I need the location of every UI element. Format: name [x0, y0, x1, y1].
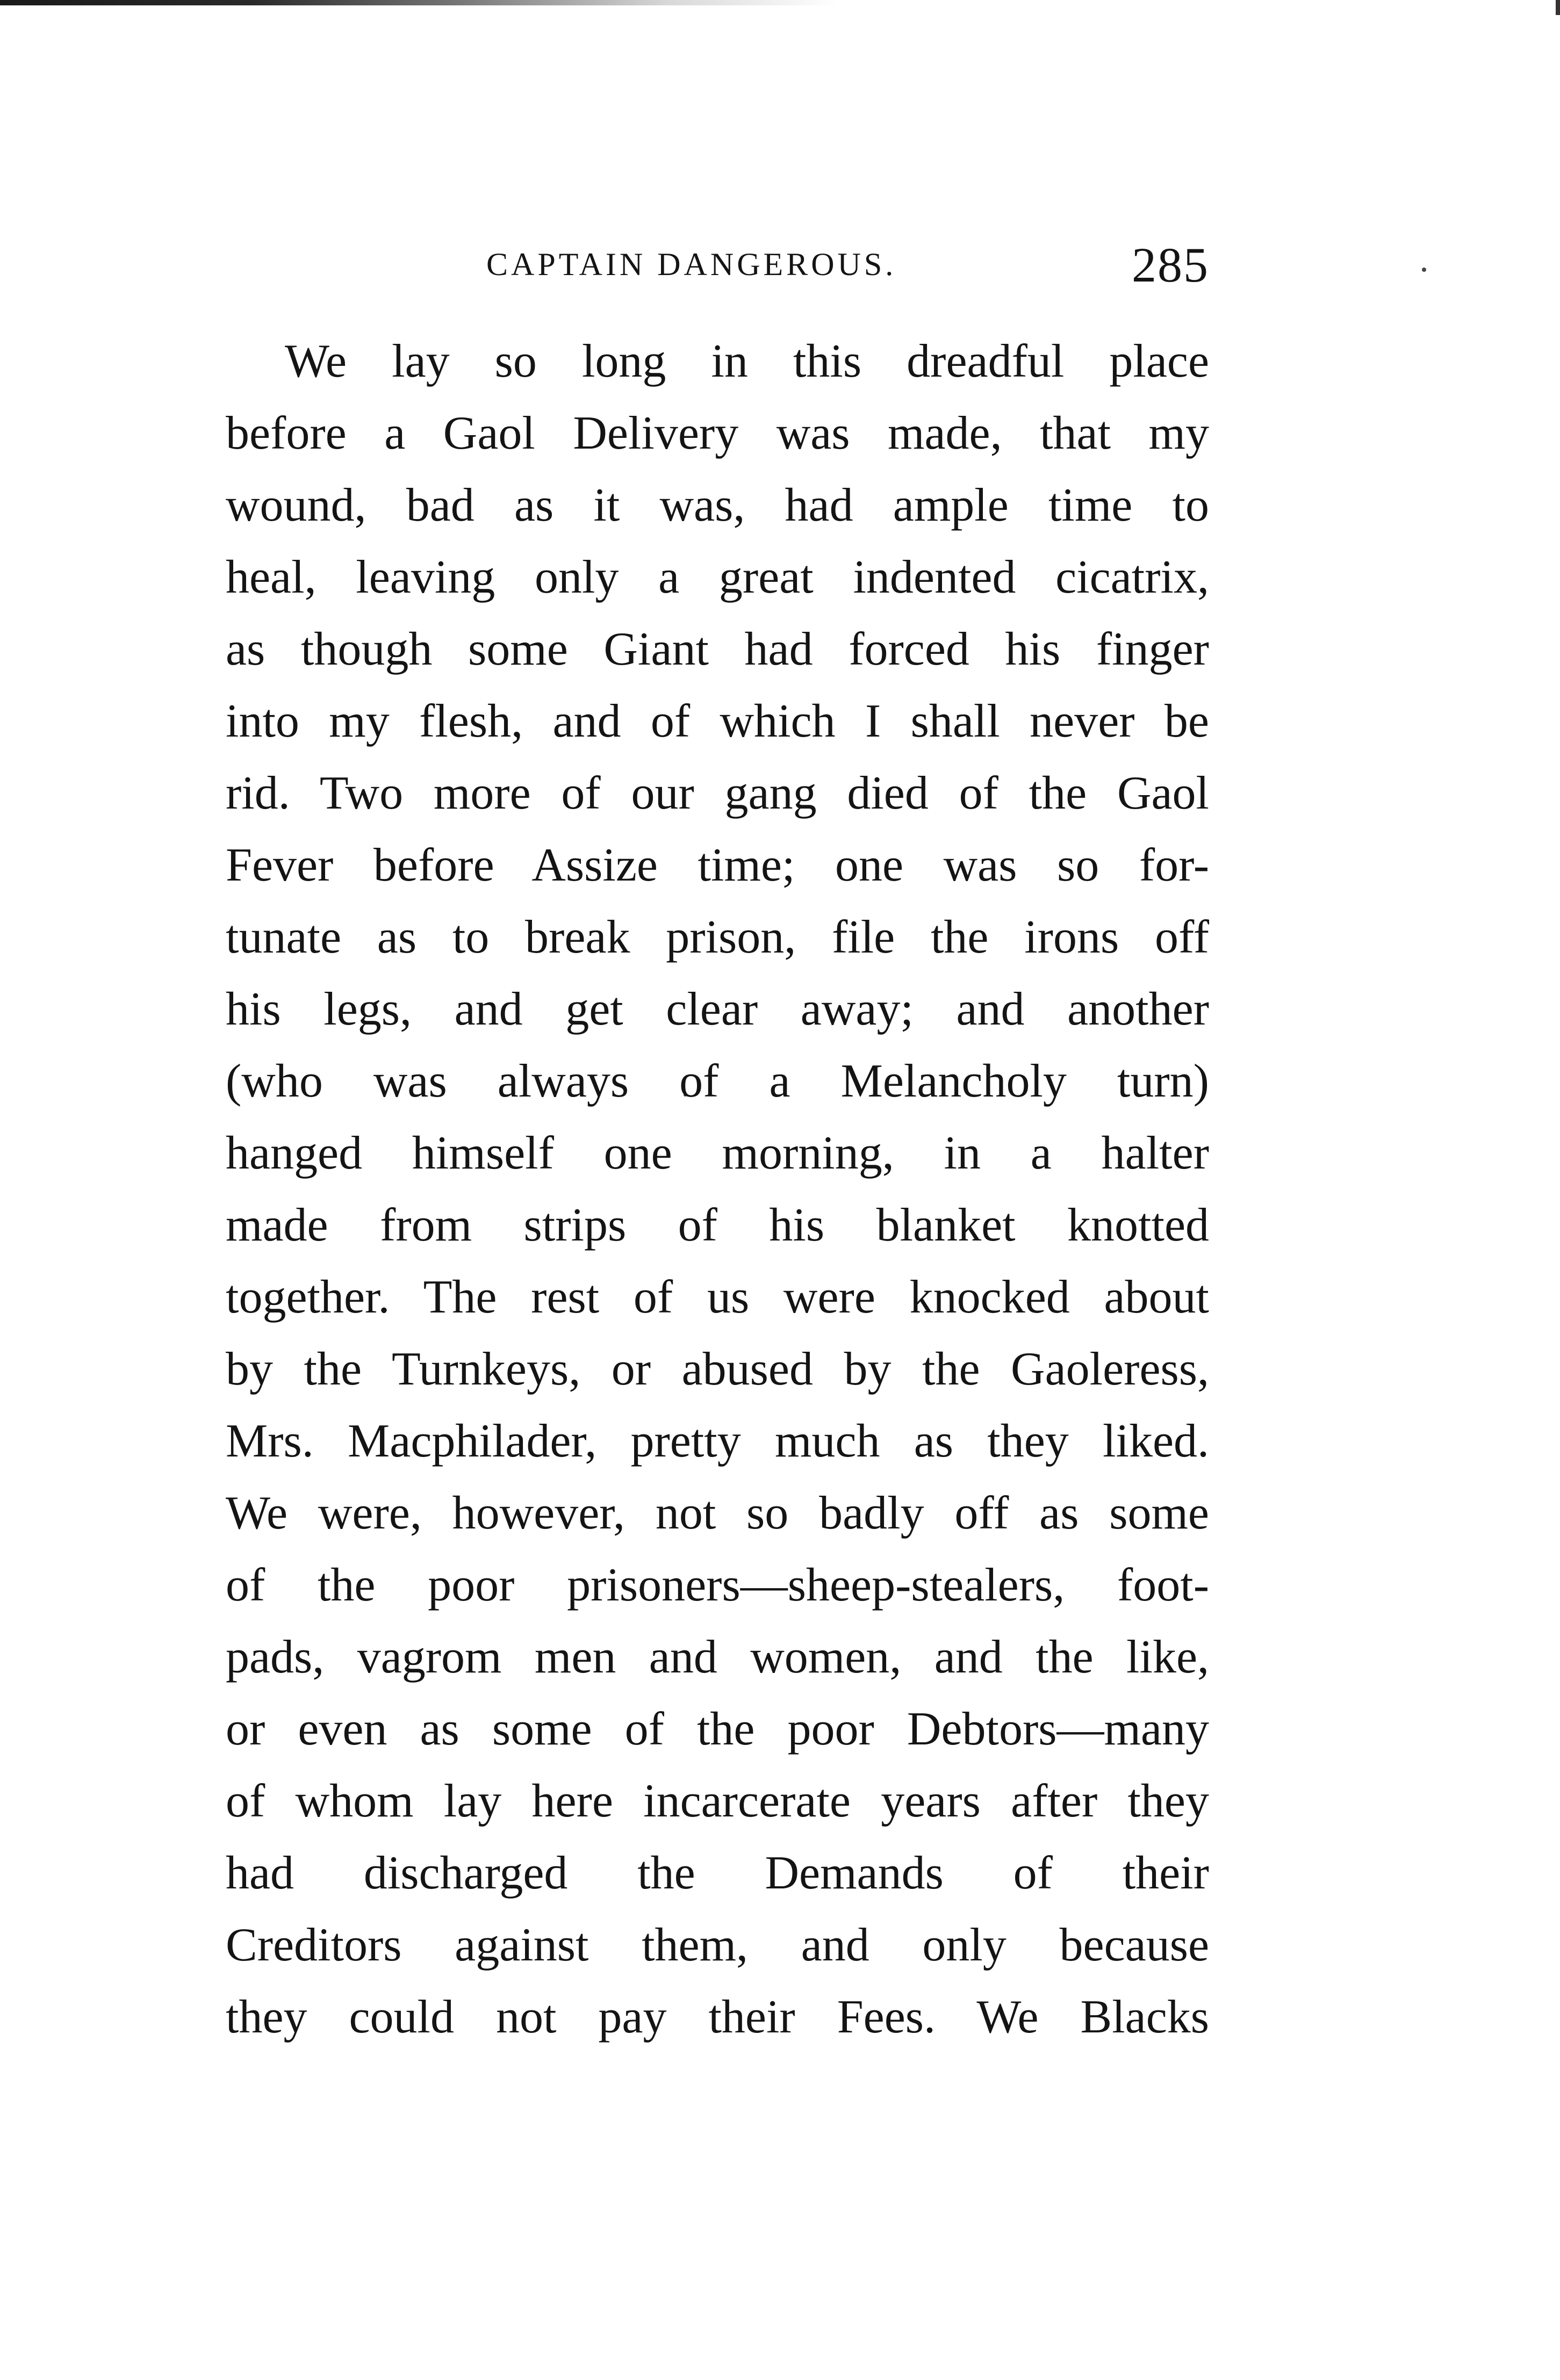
text-line: Mrs. Macphilader, pretty much as they liked.: [226, 1415, 1209, 1467]
text-line: pads, vagrom men and women, and the like,: [226, 1631, 1209, 1683]
text-line: of the poor prisoners—sheep-stealers, foot-: [226, 1559, 1209, 1611]
text-line: tunate as to break prison, file the irons off: [226, 911, 1209, 963]
text-line: rid. Two more of our gang died of the Gaol: [226, 767, 1209, 819]
text-line: or even as some of the poor Debtors—many: [226, 1703, 1209, 1755]
running-head: [226, 236, 1209, 301]
text-line: by the Turnkeys, or abused by the Gaoleress,: [226, 1343, 1209, 1395]
text-line: Fever before Assize time; one was so for-: [226, 839, 1209, 891]
text-line: of whom lay here incarcerate years after they: [226, 1775, 1209, 1827]
text-line: as though some Giant had forced his finger: [226, 623, 1209, 675]
text-line: before a Gaol Delivery was made, that my: [226, 407, 1209, 459]
text-line: made from strips of his blanket knotted: [226, 1199, 1209, 1251]
text-line: hanged himself one morning, in a halter: [226, 1127, 1209, 1179]
text-line: into my flesh, and of which I shall never be: [226, 695, 1209, 747]
text-line: (who was always of a Melancholy turn): [226, 1055, 1209, 1107]
text-line: together. The rest of us were knocked about: [226, 1271, 1209, 1323]
text-line: wound, bad as it was, had ample time to: [226, 479, 1209, 531]
text-line: they could not pay their Fees. We Blacks: [226, 1991, 1209, 2043]
text-line: had discharged the Demands of their: [226, 1847, 1209, 1899]
text-line: heal, leaving only a great indented cicatrix,: [226, 551, 1209, 603]
running-title: CAPTAIN DANGEROUS.: [486, 247, 897, 282]
scan-corner-mark: [1556, 0, 1560, 15]
body-text: [226, 326, 1209, 2053]
text-line: Creditors against them, and only because: [226, 1919, 1209, 1971]
scan-top-edge: [0, 0, 838, 5]
scan-speck: [1422, 268, 1426, 272]
page-number: 285: [1132, 237, 1209, 292]
text-line: his legs, and get clear away; and another: [226, 983, 1209, 1035]
text-line: We lay so long in this dreadful place: [285, 335, 1209, 387]
text-line: We were, however, not so badly off as some: [226, 1487, 1209, 1539]
